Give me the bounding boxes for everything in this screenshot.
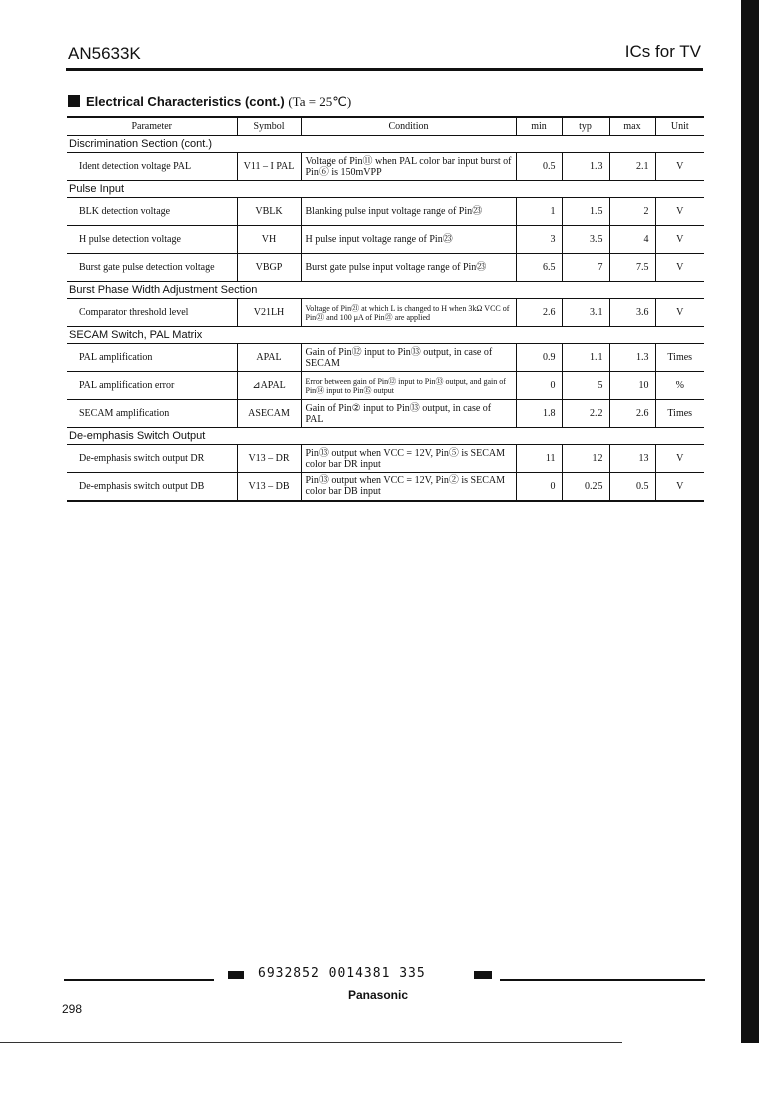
cell-unit: V [655, 445, 704, 473]
table-row [67, 299, 704, 327]
table-body [67, 136, 704, 501]
table-row [67, 226, 704, 254]
table-row [67, 344, 704, 372]
bottom-rule [0, 1042, 622, 1043]
cell-typ: 1.3 [562, 153, 609, 181]
section-heading: Burst Phase Width Adjustment Section [67, 282, 704, 299]
section-heading: Pulse Input [67, 181, 704, 198]
header-rule [66, 68, 703, 71]
cell-unit: Times [655, 344, 704, 372]
cell-min: 2.6 [516, 299, 562, 327]
table-row [67, 400, 704, 428]
cell-condition: Blanking pulse input voltage range of Pin㉓ [301, 198, 516, 226]
category-label: ICs for TV [624, 42, 701, 61]
cell-max: 10 [609, 372, 655, 400]
cell-condition: Pin⑬ output when VCC = 12V, Pin② is SECAM color bar DB input [301, 473, 516, 501]
cell-unit: V [655, 153, 704, 181]
table-header-row [67, 117, 704, 136]
section-heading: SECAM Switch, PAL Matrix [67, 327, 704, 344]
cell-parameter: De-emphasis switch output DR [67, 445, 237, 473]
cell-condition: Gain of Pin② input to Pin⑬ output, in case of PAL [301, 400, 516, 428]
cell-unit: Times [655, 400, 704, 428]
cell-max: 0.5 [609, 473, 655, 501]
col-header-symbol: Symbol [237, 117, 301, 136]
cell-parameter: PAL amplification [67, 344, 237, 372]
section-row [67, 181, 704, 198]
table-row [67, 445, 704, 473]
cell-min: 0 [516, 372, 562, 400]
barcode-text: 6932852 0014381 335 [258, 966, 426, 981]
cell-condition: Voltage of Pin㉑ at which L is changed to H when 3kΩ VCC of Pin㉑ and 100 μA of Pin㉑ are applied [301, 299, 516, 327]
cell-typ: 1.1 [562, 344, 609, 372]
section-row [67, 136, 704, 153]
cell-parameter: PAL amplification error [67, 372, 237, 400]
cell-unit: V [655, 299, 704, 327]
cell-symbol: ⊿APAL [237, 372, 301, 400]
cell-parameter: BLK detection voltage [67, 198, 237, 226]
cell-max: 2 [609, 198, 655, 226]
section-title [68, 94, 351, 110]
section-heading: De-emphasis Switch Output [67, 428, 704, 445]
cell-typ: 1.5 [562, 198, 609, 226]
cell-condition: H pulse input voltage range of Pin㉓ [301, 226, 516, 254]
cell-symbol: V11 – I PAL [237, 153, 301, 181]
cell-typ: 2.2 [562, 400, 609, 428]
scan-edge-bar [741, 0, 759, 1043]
cell-parameter: Burst gate pulse detection voltage [67, 254, 237, 282]
cell-parameter: SECAM amplification [67, 400, 237, 428]
cell-max: 2.1 [609, 153, 655, 181]
cell-unit: V [655, 473, 704, 501]
cell-symbol: V21LH [237, 299, 301, 327]
cell-max: 4 [609, 226, 655, 254]
cell-min: 3 [516, 226, 562, 254]
col-header-max: max [609, 117, 655, 136]
cell-unit: % [655, 372, 704, 400]
col-header-typ: typ [562, 117, 609, 136]
cell-typ: 12 [562, 445, 609, 473]
section-row [67, 327, 704, 344]
section-row [67, 428, 704, 445]
cell-condition: Burst gate pulse input voltage range of Pin㉓ [301, 254, 516, 282]
cell-unit: V [655, 254, 704, 282]
cell-min: 0.9 [516, 344, 562, 372]
cell-max: 13 [609, 445, 655, 473]
cell-min: 0.5 [516, 153, 562, 181]
cell-typ: 3.5 [562, 226, 609, 254]
cell-symbol: VH [237, 226, 301, 254]
cell-symbol: VBGP [237, 254, 301, 282]
table-row [67, 153, 704, 181]
cell-max: 7.5 [609, 254, 655, 282]
part-number: AN5633K [68, 44, 141, 63]
cell-min: 11 [516, 445, 562, 473]
cell-min: 1.8 [516, 400, 562, 428]
table-row [67, 372, 704, 400]
cell-parameter: H pulse detection voltage [67, 226, 237, 254]
footer-mark-right [474, 971, 492, 979]
col-header-min: min [516, 117, 562, 136]
cell-condition: Pin⑬ output when VCC = 12V, Pin⑤ is SECAM color bar DR input [301, 445, 516, 473]
cell-parameter: Ident detection voltage PAL [67, 153, 237, 181]
electrical-characteristics-table [67, 116, 704, 502]
table-row [67, 198, 704, 226]
cell-typ: 7 [562, 254, 609, 282]
cell-min: 1 [516, 198, 562, 226]
col-header-unit: Unit [655, 117, 704, 136]
cell-max: 3.6 [609, 299, 655, 327]
col-header-condition: Condition [301, 117, 516, 136]
cell-parameter: De-emphasis switch output DB [67, 473, 237, 501]
cell-symbol: V13 – DB [237, 473, 301, 501]
footer-rule-left [64, 979, 214, 981]
table-row [67, 254, 704, 282]
cell-typ: 0.25 [562, 473, 609, 501]
cell-condition: Voltage of Pin⑪ when PAL color bar input burst of Pin⑥ is 150mVPP [301, 153, 516, 181]
bullet-square-icon [68, 95, 80, 107]
cell-condition: Gain of Pin⑫ input to Pin⑬ output, in case of SECAM [301, 344, 516, 372]
cell-symbol: VBLK [237, 198, 301, 226]
cell-symbol: V13 – DR [237, 445, 301, 473]
col-header-parameter: Parameter [67, 117, 237, 136]
footer-mark-left [228, 971, 244, 979]
brand-logo-text: Panasonic [348, 988, 409, 1002]
cell-symbol: ASECAM [237, 400, 301, 428]
cell-unit: V [655, 198, 704, 226]
section-heading: Discrimination Section (cont.) [67, 136, 704, 153]
section-condition: (Ta = 25℃) [288, 94, 352, 109]
cell-min: 6.5 [516, 254, 562, 282]
cell-typ: 3.1 [562, 299, 609, 327]
footer-rule-right [500, 979, 705, 981]
cell-unit: V [655, 226, 704, 254]
cell-typ: 5 [562, 372, 609, 400]
section-title-text: Electrical Characteristics (cont.) [86, 94, 285, 109]
section-row [67, 282, 704, 299]
table-row [67, 473, 704, 501]
cell-min: 0 [516, 473, 562, 501]
cell-symbol: APAL [237, 344, 301, 372]
page-number: 298 [62, 1002, 83, 1016]
cell-max: 1.3 [609, 344, 655, 372]
cell-max: 2.6 [609, 400, 655, 428]
cell-condition: Error between gain of Pin⑫ input to Pin⑬ output, and gain of Pin⑭ input to Pin⑮ output [301, 372, 516, 400]
cell-parameter: Comparator threshold level [67, 299, 237, 327]
